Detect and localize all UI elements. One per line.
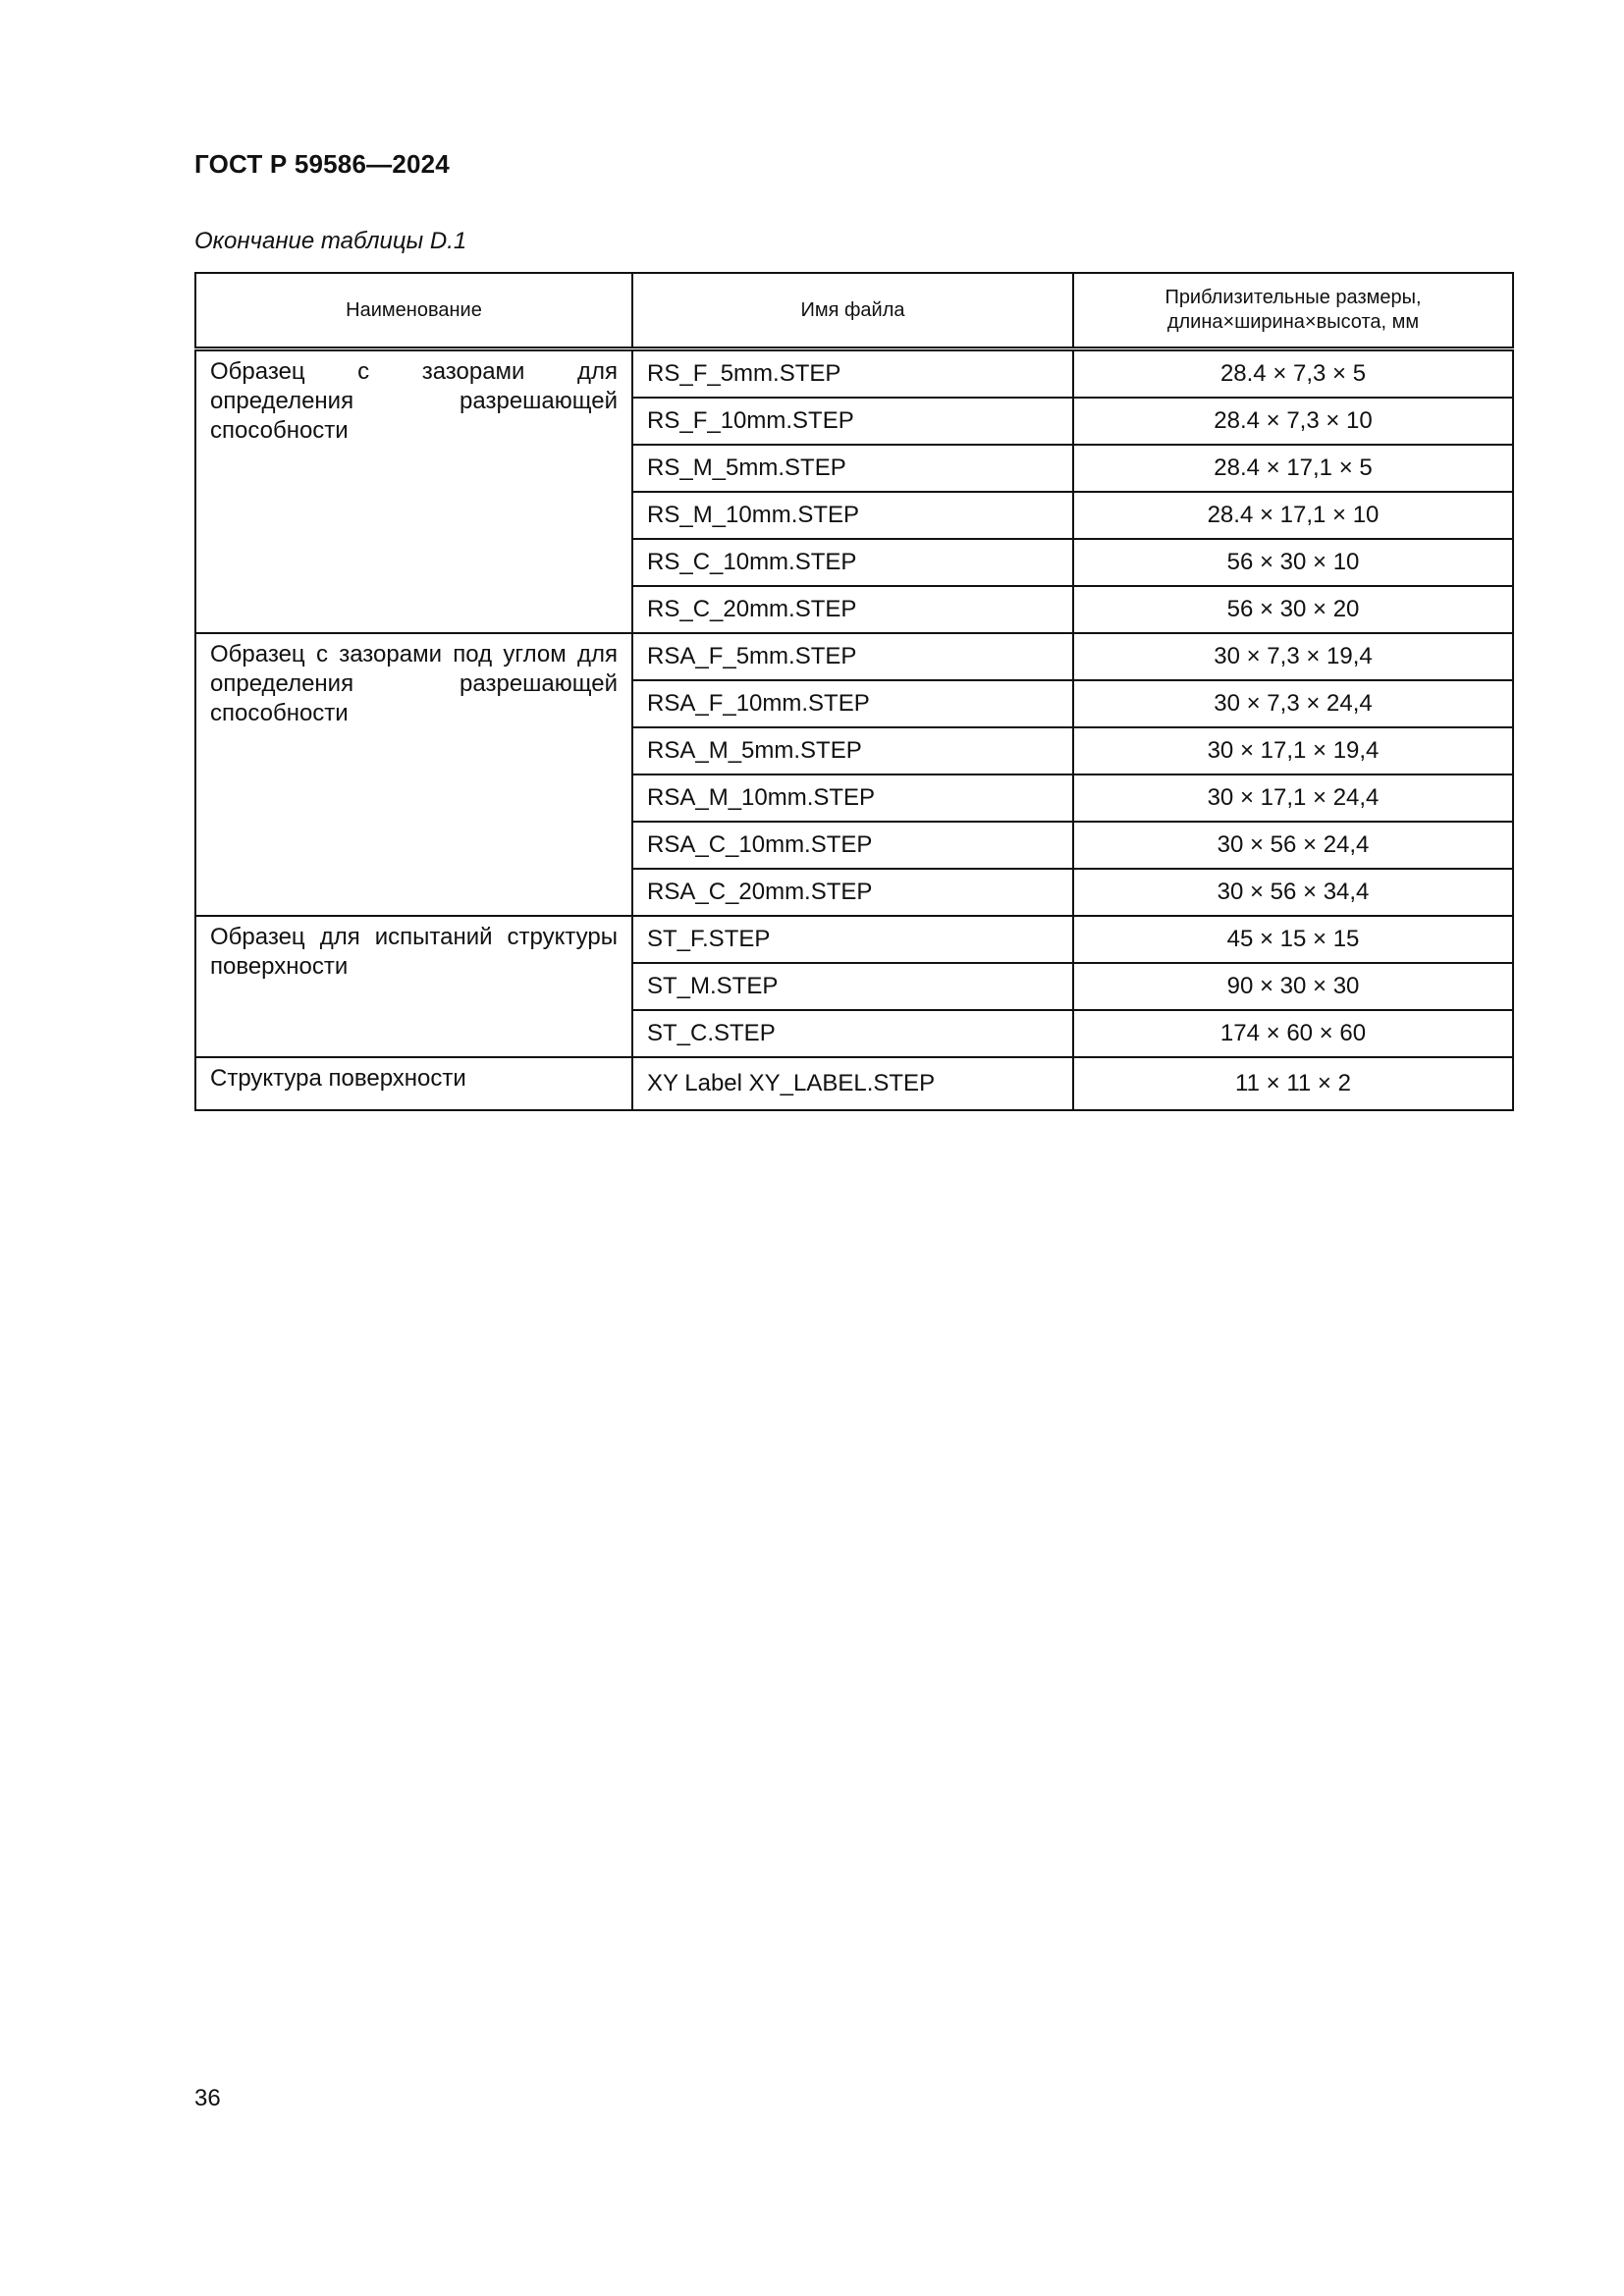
- dimensions-cell: 28.4 × 17,1 × 5: [1073, 445, 1513, 492]
- specimen-name-cell: Структура поверхности: [195, 1057, 632, 1110]
- specimen-name-cell: Образец с зазорами для определения разрешающей способности: [195, 349, 632, 634]
- file-name-cell: ST_F.STEP: [632, 916, 1073, 963]
- file-name-cell: RSA_M_10mm.STEP: [632, 774, 1073, 822]
- file-name-cell: RSA_F_10mm.STEP: [632, 680, 1073, 727]
- file-name-cell: RSA_F_5mm.STEP: [632, 633, 1073, 680]
- dimensions-cell: 28.4 × 7,3 × 5: [1073, 349, 1513, 399]
- file-name-cell: XY Label XY_LABEL.STEP: [632, 1057, 1073, 1110]
- table-header-row: [195, 273, 1513, 349]
- dimensions-cell: 30 × 17,1 × 19,4: [1073, 727, 1513, 774]
- column-header-file: Имя файла: [632, 273, 1073, 349]
- file-name-cell: ST_M.STEP: [632, 963, 1073, 1010]
- dimensions-cell: 28.4 × 7,3 × 10: [1073, 398, 1513, 445]
- column-header-name: Наименование: [195, 273, 632, 349]
- table-row: [195, 633, 1513, 680]
- file-name-cell: RS_C_20mm.STEP: [632, 586, 1073, 633]
- dimensions-cell: 30 × 56 × 24,4: [1073, 822, 1513, 869]
- file-name-cell: RS_F_10mm.STEP: [632, 398, 1073, 445]
- specimen-name-cell: Образец для испытаний структуры поверхности: [195, 916, 632, 1057]
- file-name-cell: RS_C_10mm.STEP: [632, 539, 1073, 586]
- dimensions-cell: 45 × 15 × 15: [1073, 916, 1513, 963]
- file-name-cell: RSA_M_5mm.STEP: [632, 727, 1073, 774]
- table-caption: Окончание таблицы D.1: [194, 228, 467, 254]
- specimen-files-table: [194, 272, 1514, 1111]
- document-code: ГОСТ Р 59586—2024: [194, 149, 450, 179]
- dimensions-cell: 28.4 × 17,1 × 10: [1073, 492, 1513, 539]
- file-name-cell: RSA_C_10mm.STEP: [632, 822, 1073, 869]
- table-row: [195, 1057, 1513, 1110]
- table-row: [195, 349, 1513, 399]
- dimensions-cell: 11 × 11 × 2: [1073, 1057, 1513, 1110]
- file-name-cell: RS_M_5mm.STEP: [632, 445, 1073, 492]
- dimensions-cell: 30 × 7,3 × 19,4: [1073, 633, 1513, 680]
- file-name-cell: RS_M_10mm.STEP: [632, 492, 1073, 539]
- dimensions-cell: 30 × 56 × 34,4: [1073, 869, 1513, 916]
- dimensions-cell: 30 × 7,3 × 24,4: [1073, 680, 1513, 727]
- dimensions-cell: 56 × 30 × 20: [1073, 586, 1513, 633]
- table-row: [195, 916, 1513, 963]
- dimensions-cell: 56 × 30 × 10: [1073, 539, 1513, 586]
- page-number: 36: [194, 2085, 221, 2111]
- file-name-cell: ST_C.STEP: [632, 1010, 1073, 1057]
- dimensions-cell: 90 × 30 × 30: [1073, 963, 1513, 1010]
- column-header-dimensions: Приблизительные размеры, длина×ширина×высота, мм: [1073, 273, 1513, 349]
- table-body: [195, 349, 1513, 1111]
- specimen-name-cell: Образец с зазорами под углом для определения разрешающей способности: [195, 633, 632, 916]
- dimensions-cell: 174 × 60 × 60: [1073, 1010, 1513, 1057]
- dimensions-cell: 30 × 17,1 × 24,4: [1073, 774, 1513, 822]
- file-name-cell: RS_F_5mm.STEP: [632, 349, 1073, 399]
- file-name-cell: RSA_C_20mm.STEP: [632, 869, 1073, 916]
